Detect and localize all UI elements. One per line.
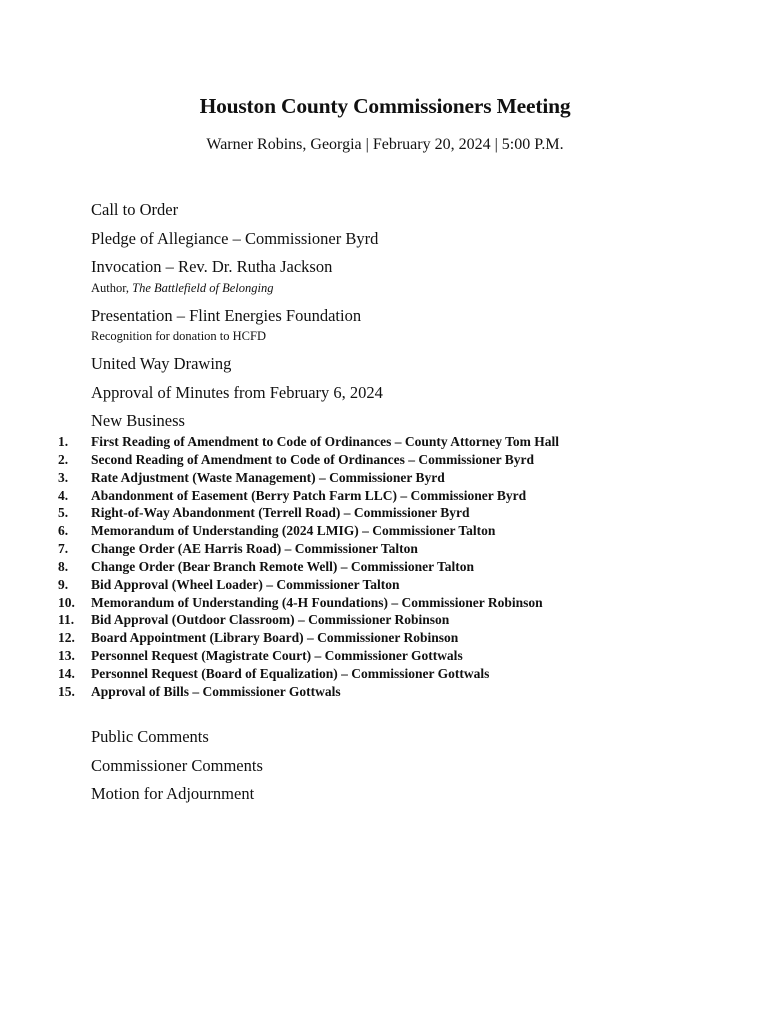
item-text: Bid Approval (Wheel Loader) – Commissioner Talton xyxy=(91,576,400,592)
item-number: 10. xyxy=(58,594,75,610)
agenda-list xyxy=(91,199,751,439)
list-item xyxy=(58,469,758,487)
item-text: Rate Adjustment (Waste Management) – Commissioner Byrd xyxy=(91,469,445,485)
new-business-list xyxy=(58,433,758,701)
agenda-minutes: Approval of Minutes from February 6, 2024 xyxy=(91,382,383,402)
item-text: Memorandum of Understanding (2024 LMIG) – Commissioner Talton xyxy=(91,523,496,539)
list-item xyxy=(58,558,758,576)
presentation-note: Recognition for donation to HCFD xyxy=(91,329,266,343)
item-text: Board Appointment (Library Board) – Commissioner Robinson xyxy=(91,630,459,646)
item-number: 9. xyxy=(58,576,69,592)
item-number: 15. xyxy=(58,683,75,699)
item-text: First Reading of Amendment to Code of Ordinances – County Attorney Tom Hall xyxy=(91,434,560,449)
list-item xyxy=(58,522,758,540)
item-text: Bid Approval (Outdoor Classroom) – Commissioner Robinson xyxy=(91,612,450,628)
page-title: Houston County Commissioners Meeting xyxy=(199,94,571,118)
agenda-united-way: United Way Drawing xyxy=(91,354,232,373)
item-number: 13. xyxy=(58,648,75,664)
item-text: Right-of-Way Abandonment (Terrell Road) – Commissioner Byrd xyxy=(91,505,470,521)
agenda-presentation: Presentation – Flint Energies Foundation xyxy=(91,305,362,325)
list-item xyxy=(58,611,758,629)
invocation-note-prefix: Author, xyxy=(91,280,133,295)
item-number: 5. xyxy=(58,505,69,521)
agenda-invocation: Invocation – Rev. Dr. Rutha Jackson xyxy=(91,257,333,276)
list-item xyxy=(58,665,758,683)
agenda-call-to-order: Call to Order xyxy=(91,200,179,219)
item-number: 8. xyxy=(58,558,69,574)
list-item xyxy=(58,487,758,505)
list-item xyxy=(58,594,758,612)
item-text: Approval of Bills – Commissioner Gottwals xyxy=(91,683,341,699)
list-item xyxy=(58,451,758,469)
list-item xyxy=(58,629,758,647)
item-number: 1. xyxy=(58,434,69,449)
agenda-public-comments: Public Comments xyxy=(91,727,209,746)
item-text: Personnel Request (Magistrate Court) – Commissioner Gottwals xyxy=(91,648,463,664)
list-item xyxy=(58,504,758,522)
item-text: Change Order (AE Harris Road) – Commissioner Talton xyxy=(91,541,418,557)
item-text: Personnel Request (Board of Equalization) – Commissioner Gottwals xyxy=(91,665,490,681)
item-text: Abandonment of Easement (Berry Patch Farm LLC) – Commissioner Byrd xyxy=(91,487,527,503)
item-number: 7. xyxy=(58,541,69,557)
item-number: 12. xyxy=(58,630,75,646)
item-number: 3. xyxy=(58,469,69,485)
item-number: 14. xyxy=(58,665,75,681)
item-text: Memorandum of Understanding (4-H Foundations) – Commissioner Robinson xyxy=(91,594,543,610)
item-number: 6. xyxy=(58,523,69,539)
agenda-pledge: Pledge of Allegiance – Commissioner Byrd xyxy=(91,228,379,248)
list-item xyxy=(58,540,758,558)
agenda-new-business: New Business xyxy=(91,411,185,430)
item-number: 2. xyxy=(58,451,69,467)
invocation-note xyxy=(91,281,751,296)
list-item xyxy=(58,647,758,665)
closing-agenda xyxy=(91,726,691,812)
item-text: Change Order (Bear Branch Remote Well) – Commissioner Talton xyxy=(91,558,474,574)
meeting-details: Warner Robins, Georgia | February 20, 2024 | 5:00 P.M. xyxy=(206,136,564,153)
item-text: Second Reading of Amendment to Code of Ordinances – Commissioner Byrd xyxy=(91,451,535,467)
list-item xyxy=(58,576,758,594)
item-number: 11. xyxy=(58,612,75,628)
agenda-commissioner-comments: Commissioner Comments xyxy=(91,755,263,775)
item-number: 4. xyxy=(58,487,69,503)
invocation-note-book: The Battlefield of Belonging xyxy=(132,280,274,295)
list-item xyxy=(58,683,758,701)
agenda-adjournment: Motion for Adjournment xyxy=(91,784,255,803)
list-item xyxy=(58,433,758,451)
